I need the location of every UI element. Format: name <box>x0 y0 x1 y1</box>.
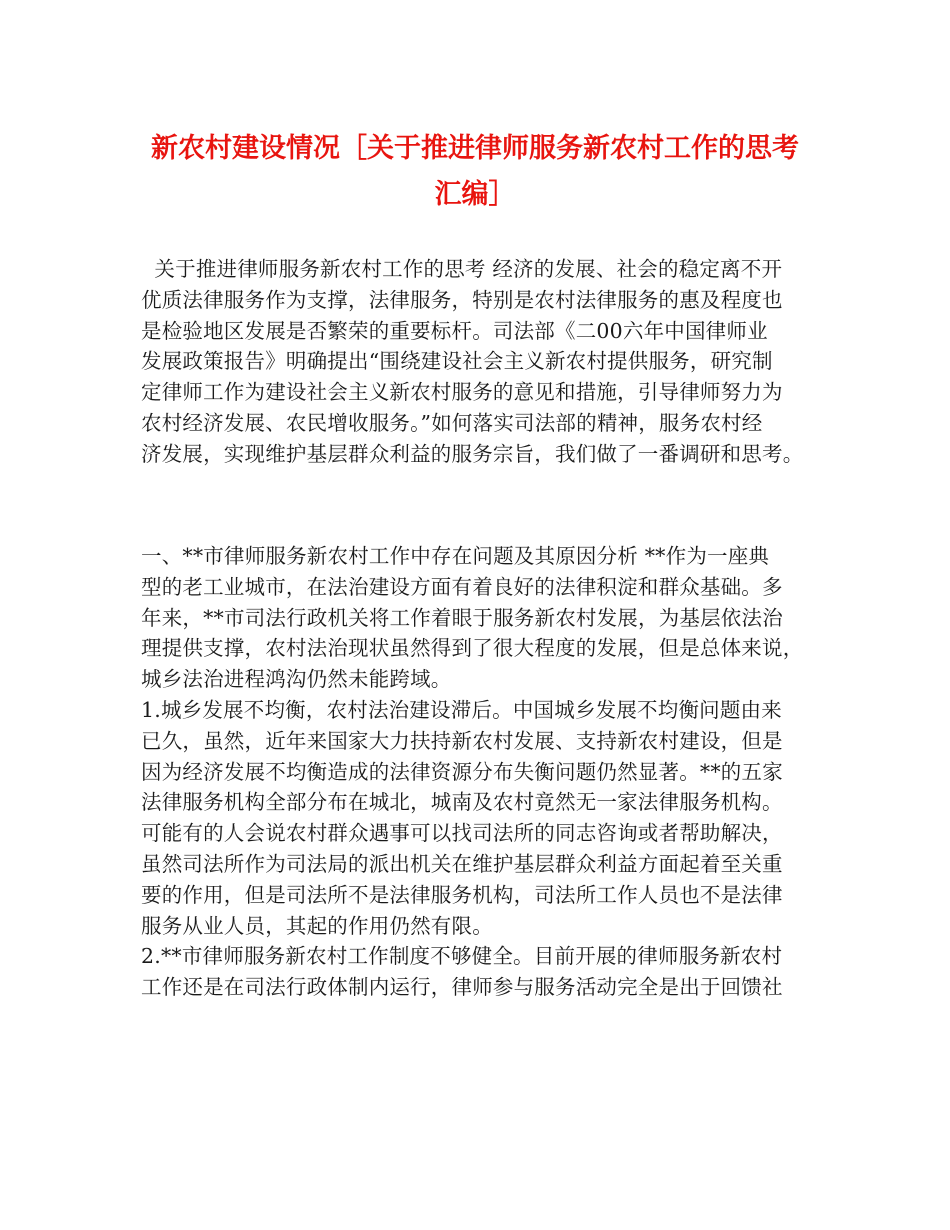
text-line: 发展政策报告》明确提出“围绕建设社会主义新农村提供服务，研究制 <box>141 349 773 374</box>
text-line: 虽然司法所作为司法局的派出机关在维护基层群众利益方面起着至关重 <box>141 851 783 876</box>
text-line: 关于推进律师服务新农村工作的思考 经济的发展、社会的稳定离不开 <box>141 257 783 281</box>
text-line: 因为经济发展不均衡造成的法律资源分布失衡问题仍然显著。**的五家 <box>141 759 783 784</box>
text-line: 1.城乡发展不均衡，农村法治建设滞后。中国城乡发展不均衡问题由来 <box>141 697 782 722</box>
text-line: 年来，**市司法行政机关将工作着眼于服务新农村发展，为基层依法治 <box>141 605 783 630</box>
text-line: 理提供支撑，农村法治现状虽然得到了很大程度的发展，但是总体来说， <box>141 636 804 661</box>
document-title <box>120 126 830 218</box>
text-line: 农村经济发展、农民增收服务。”如何落实司法部的精神，服务农村经 <box>141 410 763 435</box>
intro-paragraph <box>141 254 831 470</box>
text-line: 型的老工业城市，在法治建设方面有着良好的法律积淀和群众基础。多 <box>141 574 783 599</box>
text-line: 定律师工作为建设社会主义新农村服务的意见和措施，引导律师努力为 <box>141 380 783 405</box>
title-line-1: 新农村建设情况［关于推进律师服务新农村工作的思考 <box>151 133 799 164</box>
title-line-2: 汇编］ <box>434 179 516 210</box>
section-one <box>141 541 831 1003</box>
text-line: 优质法律服务作为支撑，法律服务，特别是农村法律服务的惠及程度也 <box>141 287 783 312</box>
text-line: 城乡法治进程鸿沟仍然未能跨域。 <box>141 667 452 692</box>
text-line: 2.**市律师服务新农村工作制度不够健全。目前开展的律师服务新农村 <box>141 944 783 969</box>
text-line: 一、**市律师服务新农村工作中存在问题及其原因分析 **作为一座典 <box>141 544 770 568</box>
text-line: 是检验地区发展是否繁荣的重要标杆。司法部《二00六年中国律师业 <box>141 318 768 343</box>
text-line: 工作还是在司法行政体制内运行，律师参与服务活动完全是出于回馈社 <box>141 975 783 1000</box>
text-line: 已久，虽然，近年来国家大力扶持新农村发展、支持新农村建设，但是 <box>141 728 783 753</box>
text-line: 服务从业人员，其起的作用仍然有限。 <box>141 913 493 938</box>
text-line: 要的作用，但是司法所不是法律服务机构，司法所工作人员也不是法律 <box>141 882 783 907</box>
text-line: 济发展，实现维护基层群众利益的服务宗旨，我们做了一番调研和思考。 <box>141 441 804 466</box>
text-line: 法律服务机构全部分布在城北，城南及农村竟然无一家法律服务机构。 <box>141 790 783 815</box>
text-line: 可能有的人会说农村群众遇事可以找司法所的同志咨询或者帮助解决， <box>141 821 783 846</box>
